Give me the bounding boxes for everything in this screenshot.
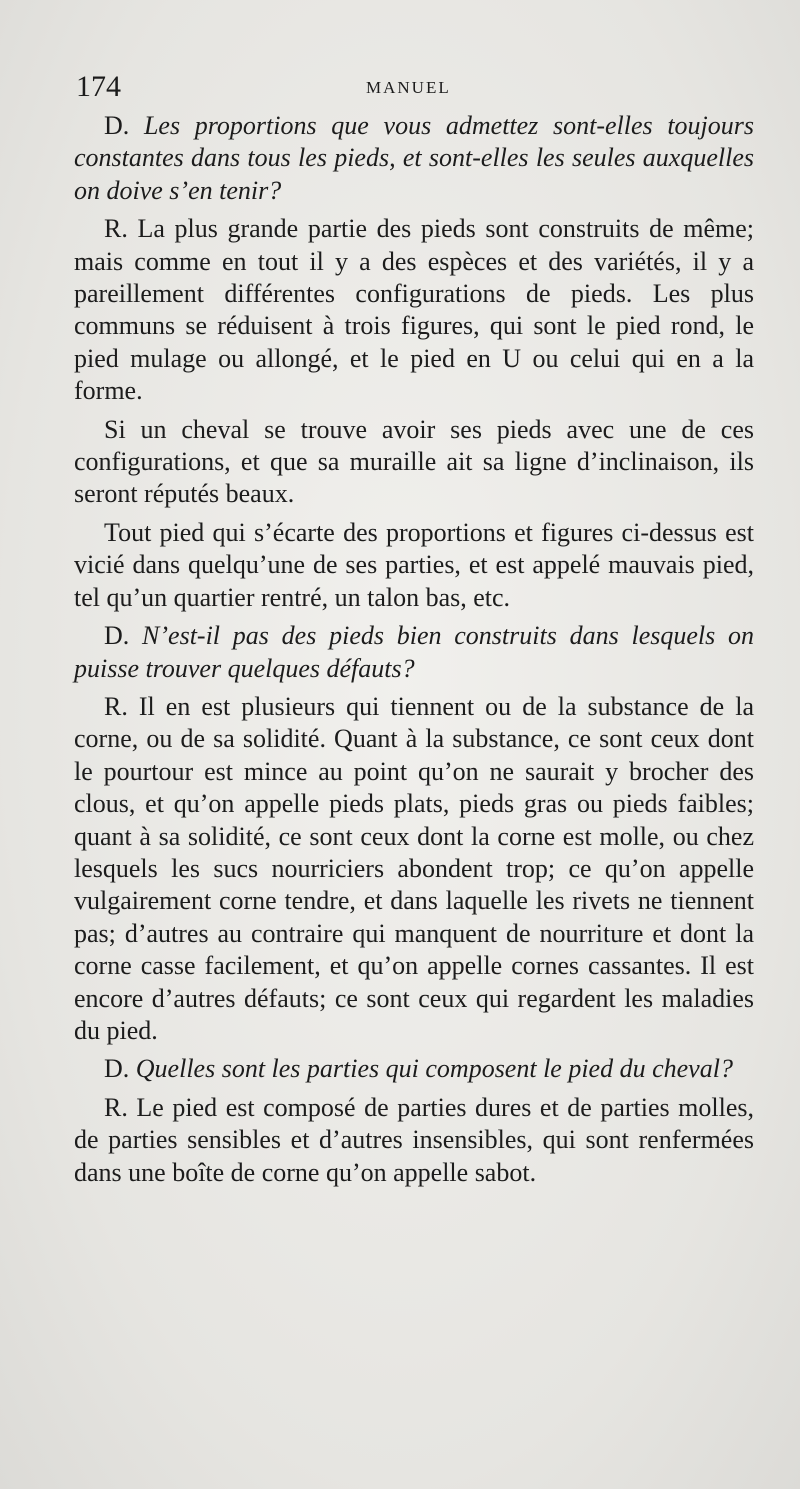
answer-paragraph	[74, 213, 754, 407]
speaker-label: D.	[104, 1054, 130, 1084]
page-number: 174	[76, 70, 121, 103]
text-paragraph: Si un cheval se trouve avoir ses pieds avec une de ces configurations, et que sa muraille ait sa ligne d’inclinaison, ils seront réputés beaux.	[74, 414, 754, 509]
question-text: N’est-il pas des pieds bien construits dans lesquels on puisse trouver quelques défauts?	[74, 621, 755, 683]
text-paragraph: Tout pied qui s’écarte des proportions et figures ci-dessus est vicié dans quelqu’une de ses parties, et est appelé mauvais pied, tel qu’un quartier rentré, un talon bas, etc.	[74, 517, 754, 612]
speaker-label: D.	[104, 621, 130, 651]
answer-text: La plus grande partie des pieds sont construits de même; mais comme en tout il y a des espèces et des variétés, il y a pareillement différentes configurations de pieds. Les plus communs se réduisent à trois figures, qui sont le pied rond, le pied mulage ou allongé, et le pied en U ou celui qui en a la forme.	[74, 214, 755, 406]
question-paragraph	[74, 620, 754, 685]
answer-paragraph	[74, 691, 754, 1047]
answer-text: Le pied est composé de parties dures et de parties molles, de parties sensibles et d’autres insensibles, qui sont renfermées dans une boîte de corne qu’on appelle sabot.	[74, 1092, 755, 1187]
speaker-label: D.	[104, 111, 130, 140]
question-text: Quelles sont les parties qui composent le pied du cheval?	[135, 1054, 733, 1084]
body-text	[74, 110, 754, 1195]
running-head	[76, 70, 740, 104]
answer-text: Il en est plusieurs qui tiennent ou de la substance de la corne, ou de sa solidité. Quant à la substance, ce sont ceux dont le pourtour est mince au point qu’on ne saurait y brocher des clous, et qu’on appelle pieds plats, pieds gras ou pieds faibles; quant à sa solidité, ce sont ceux dont la corne est molle, ou chez lesquels les sucs nourriciers abondent trop; ce qu’on appelle vulgairement corne tendre, et dans laquelle les rivets ne tiennent pas; d’autres au contraire qui manquent de nourriture et dont la corne casse facilement, et qu’on appelle cornes cassantes. Il est encore d’autres défauts; ce sont ceux qui regardent les maladies du pied.	[74, 691, 754, 1045]
speaker-label: R.	[104, 691, 128, 721]
question-paragraph	[74, 1053, 754, 1085]
speaker-label: R.	[104, 1092, 128, 1122]
speaker-label: R.	[104, 214, 128, 244]
question-paragraph	[74, 110, 754, 207]
question-text: Les proportions que vous admettez sont-elles toujours constantes dans tous les pieds, et sont-elles les seules auxquelles on doive s’en tenir?	[74, 111, 754, 205]
answer-paragraph	[74, 1092, 754, 1189]
running-title: MANUEL	[366, 78, 451, 97]
